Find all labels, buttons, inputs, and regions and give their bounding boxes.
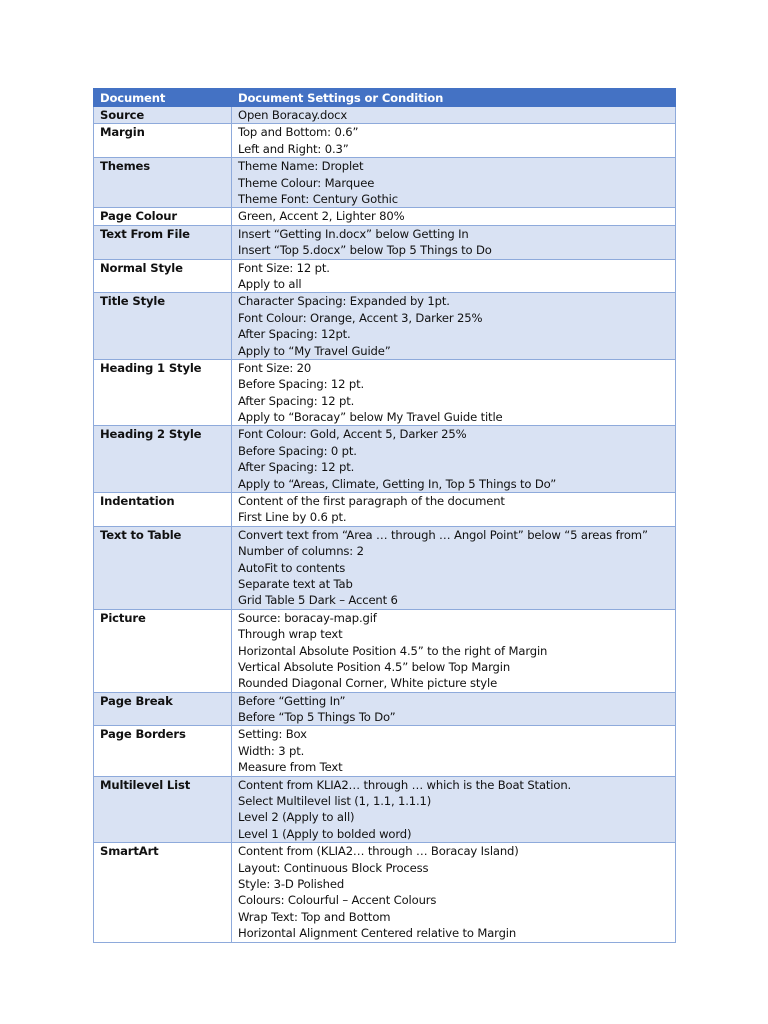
condition-line: Wrap Text: Top and Bottom (238, 909, 391, 924)
table-row (94, 426, 676, 493)
condition-line: After Spacing: 12 pt. (238, 393, 355, 408)
setting-name: Themes (94, 158, 232, 208)
setting-condition (232, 609, 676, 692)
table-row (94, 359, 676, 426)
table-row (94, 692, 676, 726)
condition-line: Character Spacing: Expanded by 1pt. (238, 294, 450, 309)
condition-line: Insert “Getting In.docx” below Getting In (238, 226, 469, 241)
table-row (94, 107, 676, 124)
table-row (94, 609, 676, 692)
condition-line: Theme Colour: Marquee (238, 175, 375, 190)
header-document: Document (94, 89, 232, 107)
condition-line: Apply to “Areas, Climate, Getting In, Top 5 Things to Do” (238, 476, 557, 491)
table-row (94, 493, 676, 527)
setting-condition (232, 843, 676, 942)
condition-line: Apply to “Boracay” below My Travel Guide title (238, 410, 503, 425)
setting-name: Multilevel List (94, 776, 232, 843)
setting-condition (232, 225, 676, 259)
condition-line: Theme Font: Century Gothic (238, 191, 398, 206)
condition-line: Rounded Diagonal Corner, White picture style (238, 676, 498, 691)
setting-condition (232, 426, 676, 493)
table-row (94, 526, 676, 609)
condition-line: Through wrap text (238, 627, 343, 642)
header-settings: Document Settings or Condition (232, 89, 676, 107)
condition-line: Before “Getting In” (238, 693, 346, 708)
table-row (94, 776, 676, 843)
condition-line: Content of the first paragraph of the document (238, 494, 505, 509)
table-row (94, 124, 676, 158)
condition-line: Grid Table 5 Dark – Accent 6 (238, 593, 398, 608)
setting-condition (232, 158, 676, 208)
setting-name: Page Break (94, 692, 232, 726)
condition-line: Theme Name: Droplet (238, 159, 364, 174)
condition-line: Setting: Box (238, 727, 307, 742)
condition-line: Open Boracay.docx (238, 108, 348, 122)
setting-condition (232, 359, 676, 426)
setting-condition (232, 493, 676, 527)
table-row (94, 293, 676, 360)
condition-line: Vertical Absolute Position 4.5” below Top Margin (238, 659, 511, 674)
setting-condition (232, 124, 676, 158)
table-row (94, 726, 676, 776)
condition-line: Measure from Text (238, 760, 343, 775)
table-row (94, 259, 676, 293)
condition-line: Content from (KLIA2… through … Boracay Island) (238, 844, 519, 859)
table-row (94, 158, 676, 208)
condition-line: Convert text from “Area … through … Angol Point” below “5 areas from” (238, 527, 648, 542)
condition-line: Font Size: 12 pt. (238, 260, 330, 275)
condition-line: Colours: Colourful – Accent Colours (238, 893, 437, 908)
table-header-row (94, 89, 676, 107)
setting-name: Page Borders (94, 726, 232, 776)
setting-name: Text From File (94, 225, 232, 259)
condition-line: Left and Right: 0.3” (238, 141, 349, 156)
setting-name: Source (94, 107, 232, 124)
condition-line: Font Size: 20 (238, 360, 312, 375)
condition-line: Before Spacing: 0 pt. (238, 443, 357, 458)
condition-line: Font Colour: Orange, Accent 3, Darker 25% (238, 310, 483, 325)
setting-name: Indentation (94, 493, 232, 527)
condition-line: Separate text at Tab (238, 576, 353, 591)
condition-line: Select Multilevel list (1, 1.1, 1.1.1) (238, 794, 432, 809)
condition-line: Layout: Continuous Block Process (238, 860, 429, 875)
condition-line: Style: 3-D Polished (238, 877, 345, 891)
table-row (94, 225, 676, 259)
condition-line: Width: 3 pt. (238, 743, 305, 758)
condition-line: Apply to all (238, 276, 302, 291)
setting-condition (232, 692, 676, 726)
setting-name: Picture (94, 609, 232, 692)
setting-name: Page Colour (94, 208, 232, 225)
condition-line: Level 2 (Apply to all) (238, 810, 355, 825)
setting-condition (232, 208, 676, 225)
condition-line: Horizontal Absolute Position 4.5” to the right of Margin (238, 643, 548, 658)
condition-line: Font Colour: Gold, Accent 5, Darker 25% (238, 427, 467, 442)
setting-condition (232, 107, 676, 124)
setting-condition (232, 526, 676, 609)
condition-line: Number of columns: 2 (238, 544, 364, 559)
setting-name: Title Style (94, 293, 232, 360)
condition-line: Top and Bottom: 0.6” (238, 125, 359, 140)
setting-name: SmartArt (94, 843, 232, 942)
setting-condition (232, 293, 676, 360)
table-row (94, 208, 676, 225)
table-body (94, 107, 676, 943)
condition-line: Before Spacing: 12 pt. (238, 377, 365, 392)
condition-line: Source: boracay-map.gif (238, 610, 377, 625)
setting-condition (232, 726, 676, 776)
condition-line: Green, Accent 2, Lighter 80% (238, 209, 405, 224)
settings-table (93, 88, 676, 943)
setting-name: Text to Table (94, 526, 232, 609)
table-row (94, 843, 676, 942)
condition-line: Horizontal Alignment Centered relative to Margin (238, 926, 517, 941)
setting-name: Margin (94, 124, 232, 158)
condition-line: Before “Top 5 Things To Do” (238, 710, 396, 725)
condition-line: AutoFit to contents (238, 560, 346, 575)
setting-name: Heading 1 Style (94, 359, 232, 426)
condition-line: After Spacing: 12 pt. (238, 460, 355, 475)
condition-line: Content from KLIA2… through … which is the Boat Station. (238, 777, 572, 792)
condition-line: Apply to “My Travel Guide” (238, 343, 391, 358)
setting-condition (232, 259, 676, 293)
condition-line: After Spacing: 12pt. (238, 327, 351, 342)
setting-name: Normal Style (94, 259, 232, 293)
setting-name: Heading 2 Style (94, 426, 232, 493)
condition-line: Level 1 (Apply to bolded word) (238, 826, 412, 841)
condition-line: First Line by 0.6 pt. (238, 510, 347, 525)
condition-line: Insert “Top 5.docx” below Top 5 Things to Do (238, 243, 492, 258)
setting-condition (232, 776, 676, 843)
